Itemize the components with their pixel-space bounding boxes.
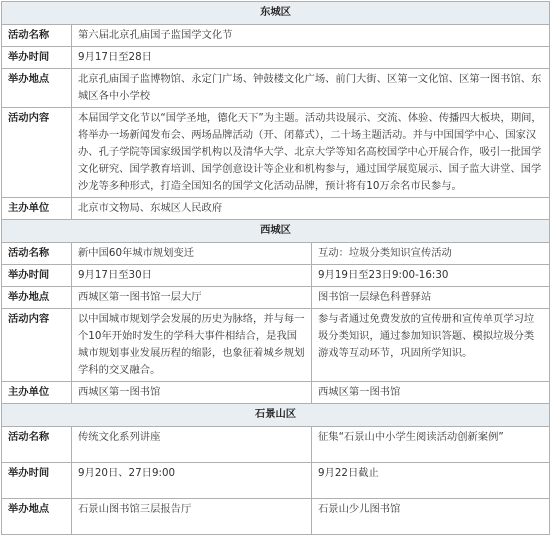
table-row <box>2 463 550 499</box>
table-row <box>2 243 550 265</box>
xicheng-a-content: 以中国城市规划学会发展的历史为脉络，并与每一个10年开始时发生的学科大事件相结合，是我国城市规划事业发展历程的缩影，也象征着城乡规划学科的交叉融合。 <box>72 309 312 382</box>
event-schedule-table <box>1 1 550 535</box>
dongcheng-time: 9月17日至28日 <box>72 47 550 69</box>
table-row <box>2 427 550 463</box>
table-row <box>2 198 550 220</box>
section-header-row <box>2 404 550 427</box>
table-row <box>2 69 550 108</box>
xicheng-a-time: 9月17日至30日 <box>72 265 312 287</box>
xicheng-b-content: 参与者通过免费发放的宣传册和宣传单页学习垃圾分类知识，通过参加知识答题、模拟垃圾分类游戏等互动环节，巩固所学知识。 <box>312 309 550 382</box>
row-label-place: 举办地点 <box>2 69 72 108</box>
shijingshan-a-place: 石景山图书馆三层报告厅 <box>72 499 312 535</box>
shijingshan-b-place: 石景山少儿图书馆 <box>312 499 550 535</box>
row-label-content: 活动内容 <box>2 108 72 198</box>
row-label-host: 主办单位 <box>2 198 72 220</box>
xicheng-a-name: 新中国60年城市规划变迁 <box>72 243 312 265</box>
row-label-name: 活动名称 <box>2 25 72 47</box>
section-title-xicheng: 西城区 <box>2 220 550 243</box>
xicheng-a-host: 西城区第一图书馆 <box>72 382 312 404</box>
row-label-time: 举办时间 <box>2 265 72 287</box>
xicheng-b-name: 互动：垃圾分类知识宣传活动 <box>312 243 550 265</box>
section-header-row <box>2 220 550 243</box>
xicheng-a-place: 西城区第一图书馆一层大厅 <box>72 287 312 309</box>
table-row <box>2 309 550 382</box>
xicheng-b-time: 9月19日至23日9:00-16:30 <box>312 265 550 287</box>
row-label-host: 主办单位 <box>2 382 72 404</box>
table-row <box>2 499 550 535</box>
row-label-name: 活动名称 <box>2 243 72 265</box>
table-row <box>2 382 550 404</box>
table-row <box>2 265 550 287</box>
shijingshan-a-name: 传统文化系列讲座 <box>72 427 312 463</box>
table-row <box>2 25 550 47</box>
row-label-content: 活动内容 <box>2 309 72 382</box>
shijingshan-a-time: 9月20日、27日9:00 <box>72 463 312 499</box>
shijingshan-b-name: 征集“石景山中小学生阅读活动创新案例” <box>312 427 550 463</box>
shijingshan-b-time: 9月22日截止 <box>312 463 550 499</box>
dongcheng-host: 北京市文物局、东城区人民政府 <box>72 198 550 220</box>
table-row <box>2 47 550 69</box>
row-label-place: 举办地点 <box>2 287 72 309</box>
xicheng-b-host: 西城区第一图书馆 <box>312 382 550 404</box>
dongcheng-place: 北京孔庙国子监博物馆、永定门广场、钟鼓楼文化广场、前门大街、区第一文化馆、区第一图书馆、东城区各中小学校 <box>72 69 550 108</box>
dongcheng-name: 第六届北京孔庙国子监国学文化节 <box>72 25 550 47</box>
section-title-shijingshan: 石景山区 <box>2 404 550 427</box>
row-label-place: 举办地点 <box>2 499 72 535</box>
xicheng-b-place: 图书馆一层绿色科普驿站 <box>312 287 550 309</box>
dongcheng-content: 本届国学文化节以“国学圣地，德化天下”为主题。活动共设展示、交流、体验、传播四大板块，期间，将举办一场新闻发布会、两场品牌活动（开、闭幕式），二十场主题活动。并与中国国学中心、国家汉办、孔子学院等国家级国学机构以及清华大学、北京大学等知名高校国学中心开展合作，吸引一批国学文化研究、国学教育培训、国学创意设计等企业和机构参与，通过国学展览展示、国子监大讲堂、国学沙龙等多种形式，打造全国知名的国学文化活动品牌，预计将有10万余名市民参与。 <box>72 108 550 198</box>
section-title-dongcheng: 东城区 <box>2 2 550 25</box>
table-row <box>2 287 550 309</box>
section-header-row <box>2 2 550 25</box>
table-row <box>2 108 550 198</box>
row-label-time: 举办时间 <box>2 47 72 69</box>
row-label-name: 活动名称 <box>2 427 72 463</box>
row-label-time: 举办时间 <box>2 463 72 499</box>
